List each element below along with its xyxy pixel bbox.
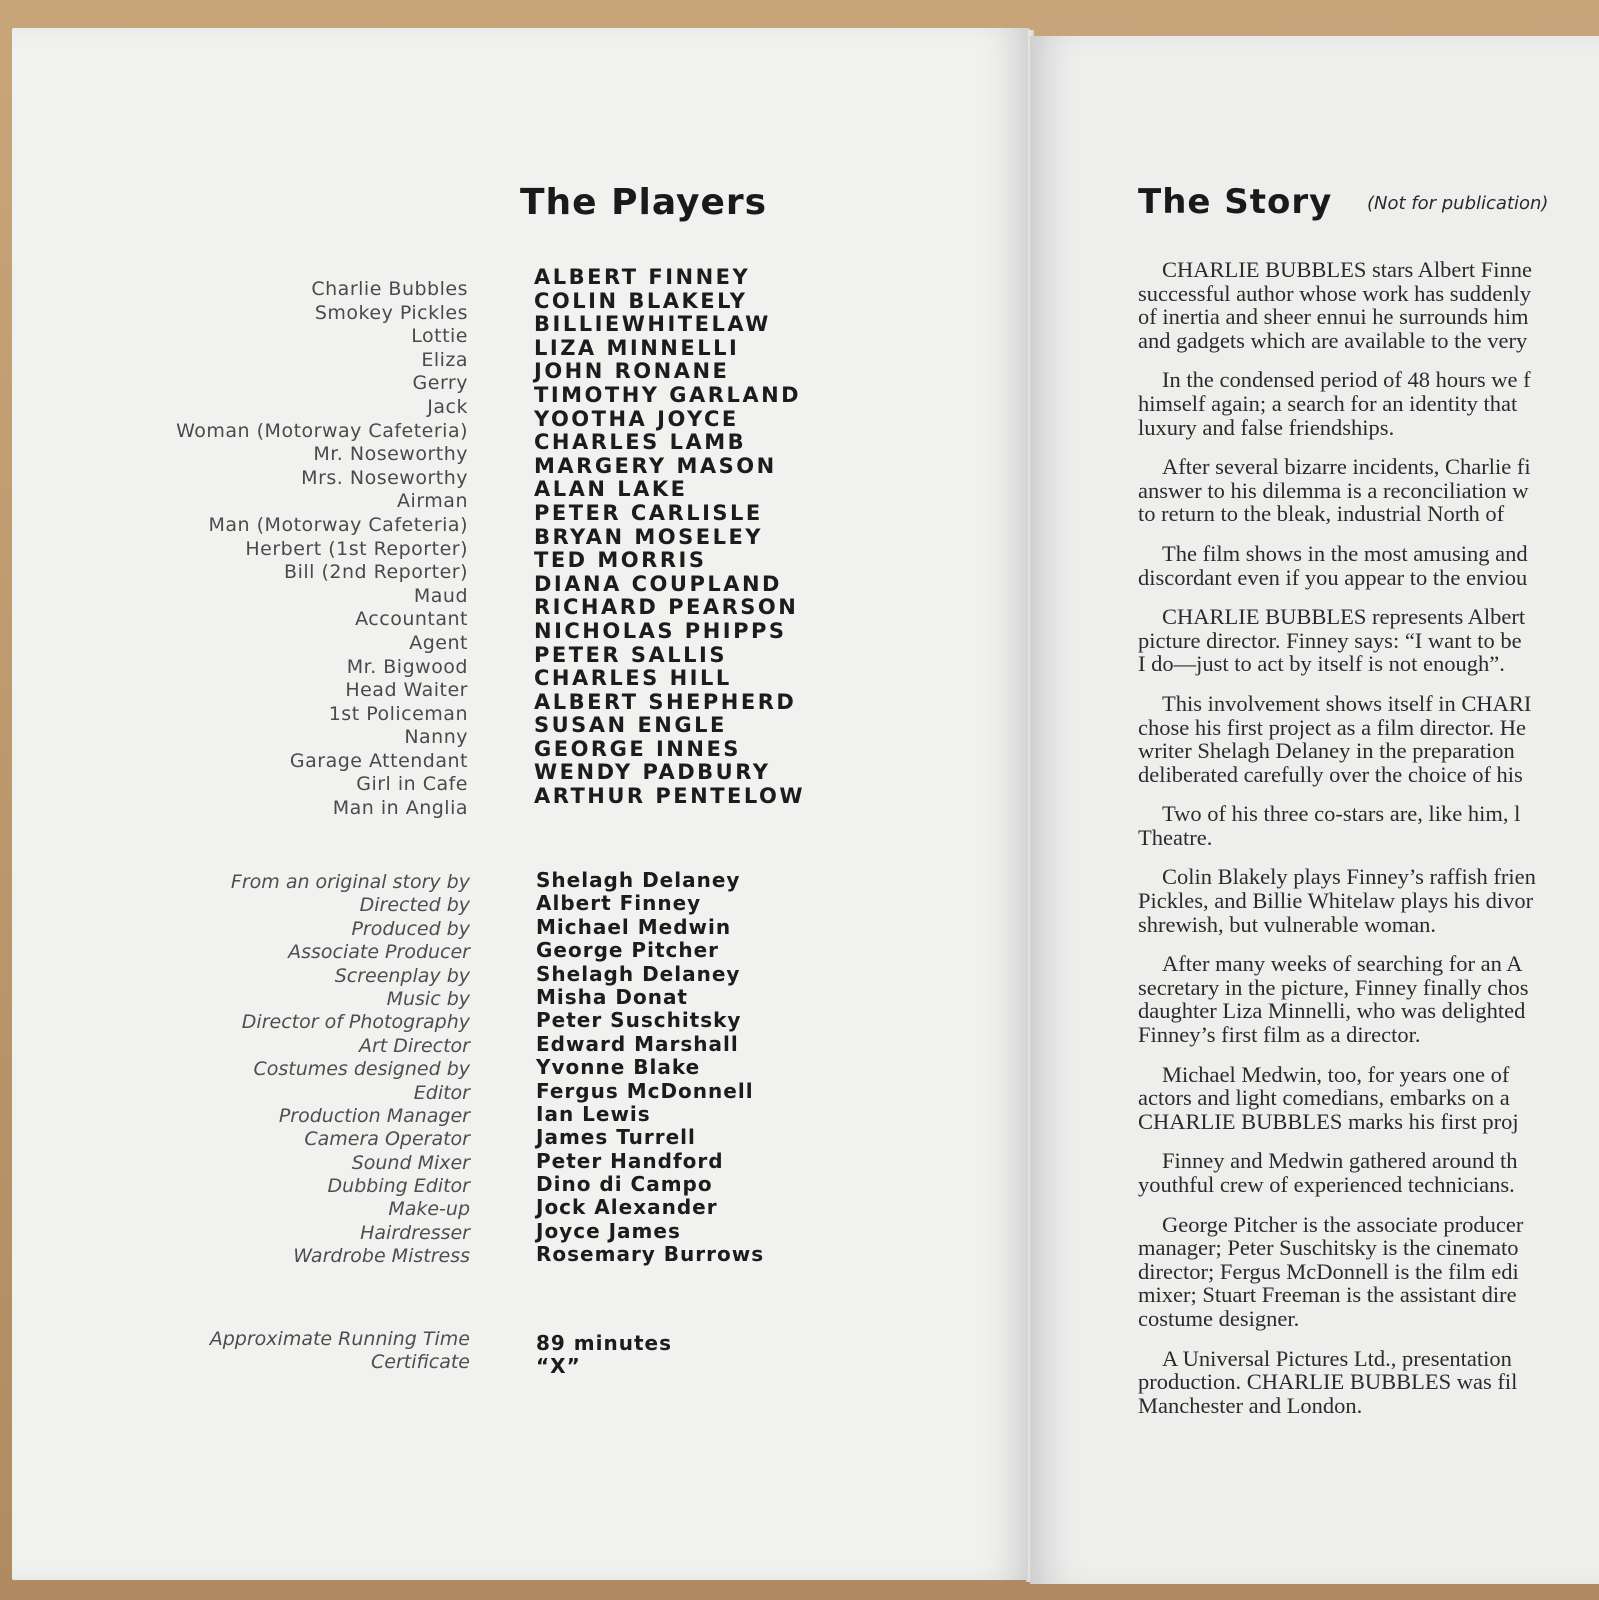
story-line: actors and light comedians, embarks on a	[1138, 1085, 1510, 1111]
crew-role: Make-up	[388, 1198, 470, 1221]
story-line: The film shows in the most amusing and	[1162, 540, 1528, 566]
story-title: The Story	[1138, 182, 1333, 222]
crew-name: Peter Suschitsky	[536, 1008, 742, 1033]
crew-role: Music by	[386, 987, 470, 1010]
crew-name: Rosemary Burrows	[536, 1242, 765, 1267]
crew-name: Albert Finney	[536, 891, 702, 916]
cast-actor: JOHN RONANE	[534, 359, 730, 384]
crew-role: Associate Producer	[288, 941, 470, 964]
cast-role: Accountant	[355, 608, 468, 631]
cast-role: Bill (2nd Reporter)	[284, 561, 468, 584]
story-line: Michael Medwin, too, for years one of	[1162, 1061, 1510, 1087]
cast-role: Herbert (1st Reporter)	[245, 537, 468, 560]
cast-actor: LIZA MINNELLI	[534, 335, 740, 360]
cast-role: Lottie	[411, 325, 468, 348]
story-line: I do—just to act by itself is not enough”.	[1138, 651, 1505, 677]
cast-actor: CHARLES HILL	[534, 666, 732, 691]
story-line: discordant even if you appear to the enviou	[1138, 564, 1528, 590]
detail-value: 89 minutes	[536, 1331, 672, 1355]
crew-role: Art Director	[358, 1034, 470, 1057]
cast-role: Gerry	[412, 372, 468, 395]
story-line: mixer; Stuart Freeman is the assistant dire	[1138, 1282, 1517, 1308]
story-line: youthful crew of experienced technicians.	[1138, 1172, 1515, 1197]
crew-name: George Pitcher	[536, 938, 720, 963]
story-paragraph	[1138, 692, 1599, 786]
story-line: Finney and Medwin gathered around th	[1162, 1148, 1518, 1174]
crew-role: Costumes designed by	[253, 1058, 470, 1081]
crew-role: Directed by	[359, 894, 470, 917]
cast-actor: CHARLES LAMB	[534, 430, 747, 455]
cast-role: Mr. Bigwood	[346, 655, 468, 678]
crew-role: Director of Photography	[241, 1011, 470, 1034]
players-title: The Players	[520, 182, 768, 223]
cast-actor: NICHOLAS PHIPPS	[534, 618, 787, 643]
cast-role: Head Waiter	[345, 679, 468, 702]
cast-actor: ALBERT SHEPHERD	[534, 689, 797, 714]
crew-role: From an original story by	[230, 871, 470, 893]
story-line: George Pitcher is the associate producer	[1162, 1211, 1524, 1237]
detail-roles	[92, 1328, 470, 1375]
cast-actor: YOOTHA JOYCE	[534, 406, 739, 431]
story-paragraph	[1138, 802, 1599, 849]
crew-role: Camera Operator	[304, 1128, 470, 1151]
crew-roles	[92, 871, 470, 1269]
cast-role: Garage Attendant	[289, 749, 468, 772]
story-line: daughter Liza Minnelli, who was delighted	[1138, 998, 1526, 1024]
story-paragraph	[1138, 865, 1599, 936]
cast-actor: TED MORRIS	[534, 548, 707, 573]
crew-role: Sound Mixer	[351, 1151, 470, 1174]
cast-actor: BILLIEWHITELAW	[534, 312, 771, 337]
cast-role: Woman (Motorway Cafeteria)	[176, 419, 468, 442]
crew-name: Ian Lewis	[536, 1101, 651, 1126]
detail-role: Approximate Running Time	[209, 1328, 470, 1350]
cast-actor: WENDY PADBURY	[534, 760, 771, 785]
cast-actor: COLIN BLAKELY	[534, 288, 748, 313]
crew-role: Hairdresser	[360, 1221, 470, 1244]
story-line: himself again; a search for an identity that	[1138, 390, 1518, 416]
crew-name: Fergus McDonnell	[536, 1078, 754, 1103]
story-line: Theatre.	[1138, 824, 1213, 850]
story-line: After many weeks of searching for an A	[1162, 951, 1523, 977]
story-line: writer Shelagh Delaney in the preparation	[1138, 738, 1515, 764]
cast-actor: GEORGE INNES	[534, 736, 741, 761]
story-line: CHARLIE BUBBLES represents Albert	[1162, 604, 1526, 630]
story-line: answer to his dilemma is a reconciliation w	[1138, 477, 1529, 503]
cast-role: Eliza	[421, 348, 468, 371]
cast-role: Man (Motorway Cafeteria)	[208, 513, 468, 536]
cast-actor: ARTHUR PENTELOW	[534, 784, 806, 809]
story-line: luxury and false friendships.	[1138, 414, 1395, 440]
cast-role: Smokey Pickles	[314, 301, 468, 324]
cast-actor: RICHARD PEARSON	[534, 595, 799, 620]
story-line: Finney’s first film as a director.	[1138, 1022, 1421, 1048]
story-line: CHARLIE BUBBLES marks his first proj	[1138, 1108, 1519, 1134]
cast-actor: DIANA COUPLAND	[534, 571, 782, 596]
crew-name: Edward Marshall	[536, 1031, 739, 1056]
story-line: In the condensed period of 48 hours we f	[1162, 367, 1531, 393]
story-line: and gadgets which are available to the very	[1138, 327, 1528, 353]
cast-role: Man in Anglia	[332, 797, 468, 820]
crew-name: Misha Donat	[536, 984, 688, 1009]
crew-name: Peter Handford	[536, 1148, 724, 1173]
story-line: shrewish, but vulnerable woman.	[1138, 911, 1437, 937]
cast-role: Girl in Cafe	[356, 773, 468, 796]
cast-actor: PETER CARLISLE	[534, 500, 763, 525]
story-line: costume designer.	[1138, 1305, 1300, 1331]
cast-role: Nanny	[404, 726, 468, 749]
crew-role: Wardrobe Mistress	[293, 1245, 470, 1268]
story-line: CHARLIE BUBBLES stars Albert Finne	[1162, 257, 1532, 282]
cast-role: Agent	[409, 631, 468, 654]
crew-role: Editor	[413, 1081, 470, 1104]
detail-role: Certificate	[371, 1351, 470, 1374]
crew-names	[536, 869, 866, 1267]
story-line: manager; Peter Suschitsky is the cinemato	[1138, 1235, 1519, 1261]
right-page	[1030, 36, 1599, 1584]
crew-name: Dino di Campo	[536, 1172, 713, 1197]
cast-actor: SUSAN ENGLE	[534, 713, 727, 738]
story-line: secretary in the picture, Finney finally chos	[1138, 974, 1529, 1000]
cast-role: Airman	[397, 490, 468, 513]
story-line: successful author whose work has suddenly	[1138, 280, 1532, 306]
story-line: After several bizarre incidents, Charlie fi	[1162, 454, 1531, 480]
cast-role: 1st Policeman	[328, 702, 468, 725]
story-line: director; Fergus McDonnell is the film edi	[1138, 1258, 1519, 1284]
cast-actors	[534, 266, 864, 809]
crew-name: James Turrell	[536, 1125, 696, 1150]
story-paragraph	[1138, 455, 1599, 526]
crew-name: Shelagh Delaney	[536, 961, 741, 986]
cast-role: Mrs. Noseworthy	[301, 466, 468, 489]
cast-actor: MARGERY MASON	[534, 453, 777, 478]
crew-name: Jock Alexander	[536, 1195, 718, 1220]
story-line: This involvement shows itself in CHARI	[1162, 690, 1532, 716]
cast-role: Charlie Bubbles	[311, 278, 468, 300]
story-line: Manchester and London.	[1138, 1392, 1363, 1418]
crew-name: Yvonne Blake	[536, 1055, 701, 1080]
story-body	[1138, 258, 1599, 1433]
cast-roles	[92, 278, 468, 821]
story-paragraph	[1138, 1213, 1599, 1331]
crew-role: Produced by	[351, 917, 470, 940]
story-line: Colin Blakely plays Finney’s raffish frien	[1162, 864, 1536, 890]
crew-name: Michael Medwin	[536, 914, 732, 939]
story-line: Two of his three co-stars are, like him, l	[1162, 801, 1521, 827]
cast-actor: PETER SALLIS	[534, 642, 727, 667]
story-line: of inertia and sheer ennui he surrounds him	[1138, 304, 1529, 330]
crew-name: Shelagh Delaney	[536, 868, 741, 892]
story-paragraph	[1138, 952, 1599, 1046]
story-paragraph	[1138, 542, 1599, 589]
story-line: production. CHARLIE BUBBLES was fil	[1138, 1369, 1518, 1395]
story-line: Pickles, and Billie Whitelaw plays his divor	[1138, 888, 1534, 914]
story-line: to return to the bleak, industrial North of	[1138, 501, 1505, 527]
cast-role: Jack	[427, 395, 468, 418]
detail-value: “X”	[536, 1354, 581, 1379]
story-note: (Not for publication)	[1367, 193, 1549, 214]
left-page	[12, 28, 1030, 1580]
crew-name: Joyce James	[536, 1218, 681, 1243]
cast-role: Mr. Noseworthy	[313, 443, 468, 466]
crew-role: Screenplay by	[334, 964, 470, 987]
cast-actor: ALBERT FINNEY	[534, 265, 751, 289]
story-paragraph	[1138, 258, 1599, 352]
story-line: A Universal Pictures Ltd., presentation	[1162, 1345, 1512, 1371]
story-paragraph	[1138, 1063, 1599, 1134]
cast-actor: ALAN LAKE	[534, 477, 688, 502]
detail-values	[536, 1332, 866, 1379]
story-line: deliberated carefully over the choice of his	[1138, 761, 1523, 787]
story-line: picture director. Finney says: “I want to be	[1138, 627, 1522, 653]
story-paragraph	[1138, 1347, 1599, 1418]
cast-actor: BRYAN MOSELEY	[534, 524, 764, 549]
cast-actor: TIMOTHY GARLAND	[534, 382, 802, 407]
story-paragraph	[1138, 368, 1599, 439]
cast-role: Maud	[413, 584, 468, 607]
crew-role: Production Manager	[278, 1104, 470, 1127]
story-line: chose his first project as a film director. He	[1138, 714, 1527, 740]
story-paragraph	[1138, 1149, 1599, 1196]
story-paragraph	[1138, 605, 1599, 676]
crew-role: Dubbing Editor	[327, 1175, 470, 1198]
